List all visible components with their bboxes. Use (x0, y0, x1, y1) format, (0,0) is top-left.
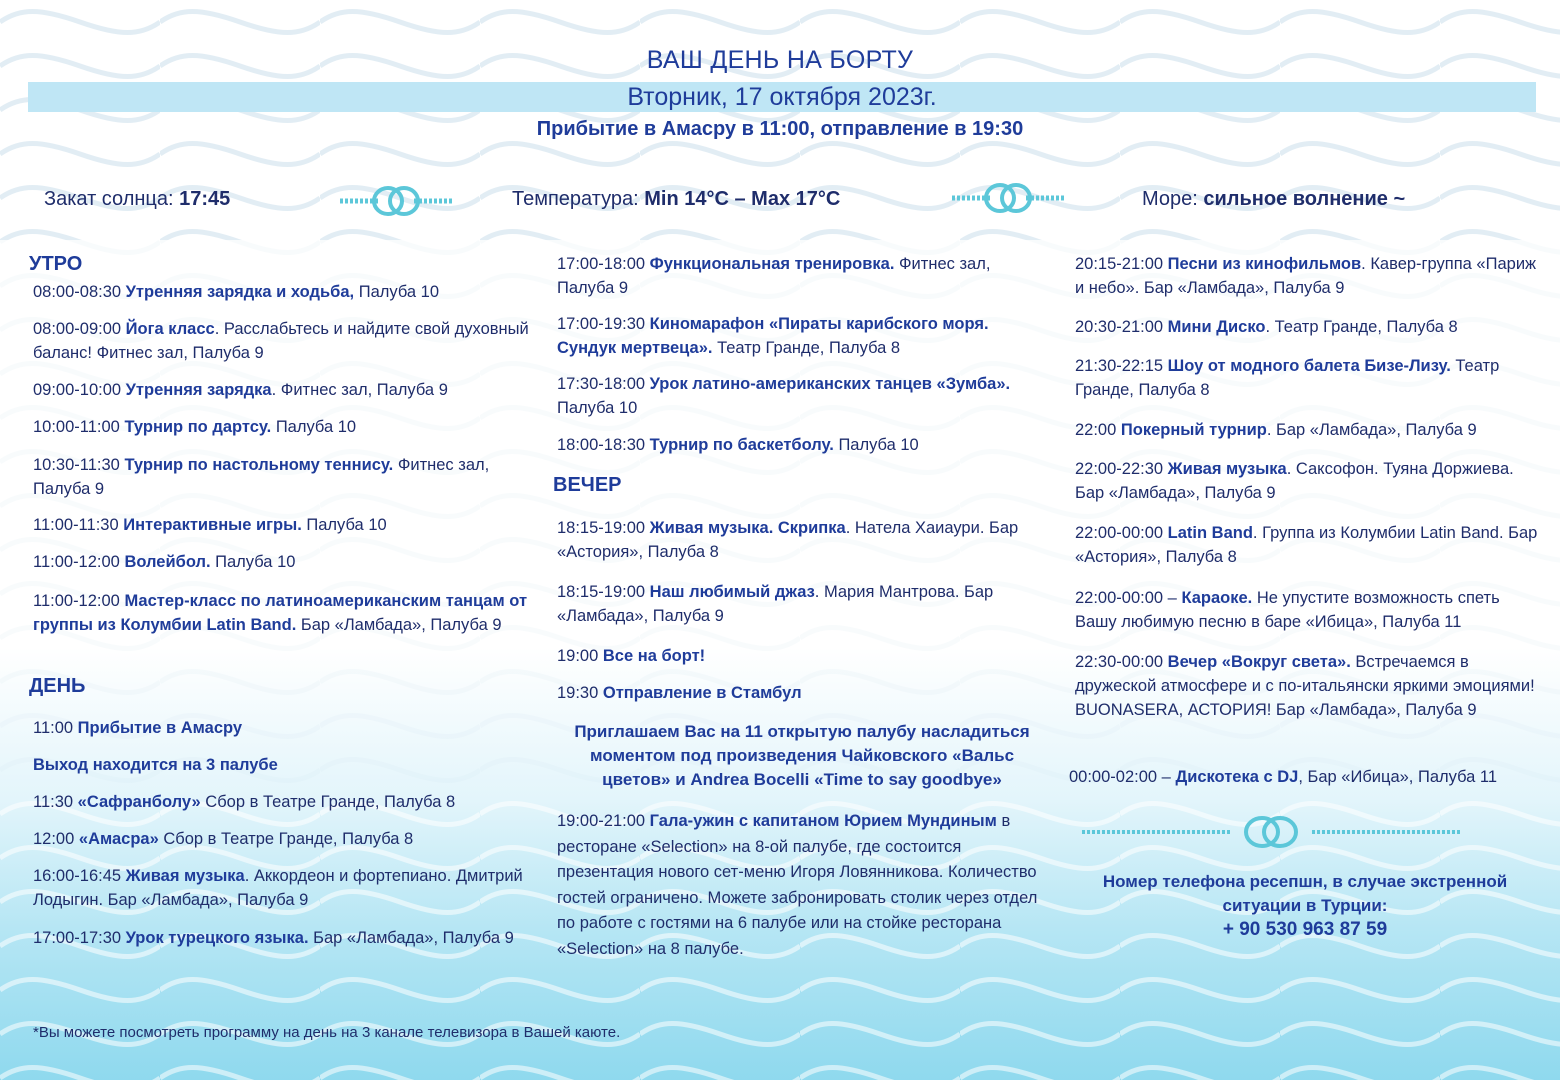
date-banner: Вторник, 17 октября 2023г. (28, 82, 1536, 112)
entry-time: 22:00-22:30 (1075, 460, 1164, 478)
entry-details: , Бар «Ибица», Палуба 11 (1298, 768, 1498, 786)
temperature-info (512, 188, 840, 211)
schedule-entry (33, 513, 533, 537)
schedule-entry (557, 516, 1047, 564)
entry-title: Шоу от модного балета Бизе-Лизу. (1167, 357, 1451, 375)
schedule-entry (33, 864, 533, 912)
entry-time: 09:00-10:00 (33, 381, 122, 399)
section-heading-day: ДЕНЬ (29, 675, 86, 697)
sunset-value: 17:45 (179, 188, 231, 210)
schedule-entry (557, 644, 1047, 668)
entry-details: Палуба 10 (275, 418, 357, 436)
entry-details: . Расслабьтесь и найдите свой духовный баланс! Фитнес зал, Палуба 9 (33, 320, 529, 362)
schedule-entry (557, 312, 1047, 360)
entry-details: Встречаемся в дружеской атмосфере и с по-итальянски яркими эмоциями! BUONASERA, АСТОРИЯ! Бар «Ламбада», Палуба 9 (1075, 653, 1535, 719)
entry-details: Палуба 10 (306, 516, 387, 534)
schedule-entry (557, 580, 1047, 628)
schedule-entry (33, 378, 533, 402)
entry-time: 22:00-00:00 – (1075, 589, 1177, 607)
knot-rope-icon (1082, 814, 1462, 850)
entry-time: 08:00-08:30 (33, 283, 122, 301)
entry-title: Прибытие в Амасру (77, 719, 243, 737)
entry-title: «Сафранболу» (77, 793, 201, 811)
sea-value: сильное волнение ~ (1203, 188, 1406, 210)
entry-time: 08:00-09:00 (33, 320, 122, 338)
invite-note: Приглашаем Вас на 11 открытую палубу насладиться моментом под произведения Чайковского «Вальс цветов» и Andrea Bocelli «Time to say goodbye» (574, 722, 1030, 789)
entry-details: . Фитнес зал, Палуба 9 (271, 381, 448, 399)
entry-title: Урок турецкого языка. (125, 929, 309, 947)
entry-time: 11:00-11:30 (33, 516, 119, 534)
schedule-entry (1075, 586, 1540, 634)
entry-details: Театр Гранде, Палуба 8 (1075, 357, 1500, 399)
entry-title: Йога класс (125, 320, 215, 338)
entry-time: 20:30-21:00 (1075, 318, 1164, 336)
entry-title: Покерный турнир (1120, 421, 1267, 439)
schedule-entry (1075, 650, 1540, 722)
schedule-entry (33, 280, 533, 304)
entry-title: Функциональная тренировка. (649, 255, 895, 273)
entry-title: Утренняя зарядка (125, 381, 272, 399)
entry-time: 17:00-18:00 (557, 255, 646, 273)
sea-info (1142, 188, 1405, 211)
entry-time: 19:00 (557, 647, 599, 665)
gala-entry (557, 809, 1047, 962)
section-heading-morning: УТРО (29, 253, 83, 275)
entry-title: Вечер «Вокруг света». (1167, 653, 1351, 671)
entry-details: Бар «Ламбада», Палуба 9 (300, 616, 502, 634)
section-heading-evening: ВЕЧЕР (553, 474, 622, 496)
entry-title: Живая музыка (125, 867, 245, 885)
entry-details: Не упустите возможность спеть Вашу любимую песню в баре «Ибица», Палуба 11 (1075, 589, 1500, 631)
temperature-value: Min 14°C – Max 17°C (644, 188, 841, 210)
schedule-entry (33, 827, 533, 851)
entry-details: . Мария Мантрова. Бар «Ламбада», Палуба 9 (557, 583, 994, 625)
schedule-entry (33, 790, 533, 814)
entry-title: Интерактивные игры. (123, 516, 302, 534)
entry-time: 00:00-02:00 – (1069, 768, 1171, 786)
entry-time: 22:00-00:00 (1075, 524, 1164, 542)
schedule-entry (1075, 521, 1540, 569)
page-title: ВАШ ДЕНЬ НА БОРТУ (646, 46, 914, 74)
entry-time: 11:00 (33, 719, 74, 737)
entry-details: Фитнес зал, Палуба 9 (33, 456, 490, 498)
entry-time: 22:30-00:00 (1075, 653, 1164, 671)
schedule-entry (1069, 765, 1560, 789)
entry-time: 10:30-11:30 (33, 456, 120, 474)
entry-title: Волейбол. (124, 553, 211, 571)
entry-details: в ресторане «Selection» на 8-ой палубе, где состоится презентация нового сет-меню Игоря Ловянникова. Количество гостей ограничено. Можете забронировать столик через отдел по работе с гостями на 6 палубе или на стойке ресторана «Selection» на 8 палубе. (557, 812, 1038, 958)
entry-title: Мини Диско (1167, 318, 1266, 336)
entry-title: Утренняя зарядка и ходьба, (125, 283, 355, 301)
entry-time: 11:00-12:00 (33, 553, 120, 571)
entry-time: 19:00-21:00 (557, 812, 646, 830)
schedule-entry (33, 926, 533, 950)
entry-details: Сбор в Театре Гранде, Палуба 8 (163, 830, 414, 848)
entry-title: Турнир по баскетболу. (649, 436, 834, 454)
schedule-entry (33, 550, 533, 574)
entry-time: 17:00-17:30 (33, 929, 122, 947)
sunset-info (44, 188, 230, 211)
sunset-label: Закат солнца: (44, 188, 174, 210)
entry-details: . Натела Хаиаури. Бар «Астория», Палуба 8 (557, 519, 1019, 561)
entry-time: 21:30-22:15 (1075, 357, 1164, 375)
schedule-entry (33, 716, 533, 740)
entry-details: . Театр Гранде, Палуба 8 (1265, 318, 1458, 336)
entry-time: 17:00-19:30 (557, 315, 646, 333)
phone-note: Номер телефона ресепшн, в случае экстренной ситуации в Турции: (1102, 872, 1508, 915)
schedule-entry (33, 589, 533, 637)
entry-details: Палуба 10 (215, 553, 296, 571)
schedule-entry (33, 415, 533, 439)
entry-time: 11:30 (33, 793, 74, 811)
entry-title: Гала-ужин с капитаном Юрием Мундиным (649, 812, 997, 830)
entry-time: 20:15-21:00 (1075, 255, 1164, 273)
entry-details: Палуба 10 (557, 399, 638, 417)
schedule-entry (557, 372, 1047, 420)
entry-title: Урок латино-американских танцев «Зумба». (649, 375, 1011, 393)
temperature-label: Температура: (512, 188, 639, 210)
entry-details: Палуба 10 (838, 436, 919, 454)
schedule-entry (557, 681, 1047, 705)
entry-details: Бар «Ламбада», Палуба 9 (313, 929, 514, 947)
knot-rope-icon (952, 180, 1064, 216)
schedule-entry (33, 317, 533, 365)
entry-title: Песни из кинофильмов (1167, 255, 1362, 273)
entry-time: 16:00-16:45 (33, 867, 122, 885)
schedule-entry (557, 252, 1047, 300)
entry-title: Latin Band (1167, 524, 1253, 542)
schedule-entry (1075, 457, 1540, 505)
entry-details: Палуба 10 (358, 283, 440, 301)
schedule-entry (33, 753, 533, 777)
entry-title: Выход находится на 3 палубе (33, 756, 278, 774)
entry-details: Сбор в Театре Гранде, Палуба 8 (205, 793, 456, 811)
entry-title: Мастер-класс по латиноамериканским танцам от группы из Колумбии Latin Band. (33, 592, 528, 634)
schedule-entry (1075, 418, 1540, 442)
schedule-entry (1075, 354, 1540, 402)
entry-time: 18:15-19:00 (557, 519, 646, 537)
knot-rope-icon (340, 183, 452, 219)
entry-time: 11:00-12:00 (33, 592, 120, 610)
entry-details: . Саксофон. Туяна Доржиева. Бар «Ламбада», Палуба 9 (1075, 460, 1514, 502)
entry-time: 22:00 (1075, 421, 1117, 439)
schedule-entry (33, 453, 533, 501)
phone-number: + 90 530 963 87 59 (1222, 919, 1388, 940)
footnote: *Вы можете посмотреть программу на день на 3 канале телевизора в Вашей каюте. (33, 1024, 621, 1041)
entry-time: 18:00-18:30 (557, 436, 646, 454)
entry-time: 12:00 (33, 830, 75, 848)
schedule-entry (1075, 315, 1540, 339)
entry-title: Отправление в Стамбул (602, 684, 802, 702)
entry-title: Караоке. (1181, 589, 1253, 607)
entry-title: Все на борт! (602, 647, 706, 665)
entry-title: Живая музыка. Скрипка (649, 519, 846, 537)
entry-details: . Группа из Колумбии Latin Band. Бар «Астория», Палуба 8 (1075, 524, 1538, 566)
entry-time: 19:30 (557, 684, 599, 702)
schedule-entry (1075, 252, 1540, 300)
entry-time: 10:00-11:00 (33, 418, 120, 436)
entry-details: Фитнес зал, Палуба 9 (557, 255, 991, 297)
sea-label: Море: (1142, 188, 1198, 210)
entry-title: Наш любимый джаз (649, 583, 815, 601)
schedule-entry (557, 433, 1047, 457)
port-info: Прибытие в Амасру в 11:00, отправление в 19:30 (536, 118, 1024, 140)
entry-details: . Бар «Ламбада», Палуба 9 (1266, 421, 1477, 439)
entry-title: «Амасра» (78, 830, 159, 848)
entry-time: 17:30-18:00 (557, 375, 646, 393)
entry-time: 18:15-19:00 (557, 583, 646, 601)
entry-title: Дискотека с DJ (1175, 768, 1299, 786)
entry-details: . Кавер-группа «Париж и небо». Бар «Ламбада», Палуба 9 (1075, 255, 1537, 297)
entry-title: Турнир по дартсу. (124, 418, 272, 436)
entry-title: Турнир по настольному теннису. (124, 456, 394, 474)
entry-details: . Аккордеон и фортепиано. Дмитрий Лодыгин. Бар «Ламбада», Палуба 9 (33, 867, 523, 909)
entry-details: Театр Гранде, Палуба 8 (717, 339, 901, 357)
entry-title: Живая музыка (1167, 460, 1287, 478)
entry-title: Киномарафон «Пираты карибского моря. Сундук мертвеца». (557, 315, 989, 357)
